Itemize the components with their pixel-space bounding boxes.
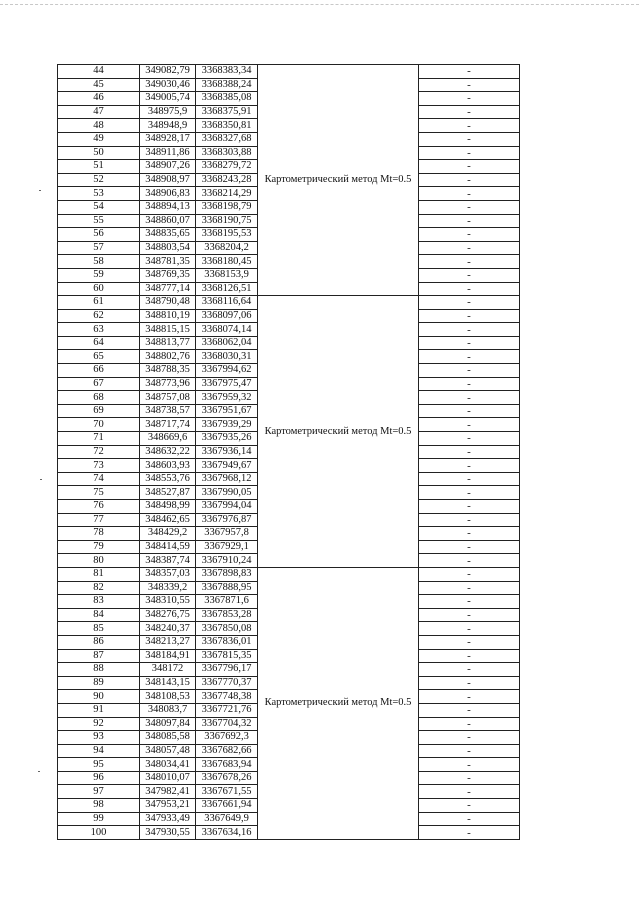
accuracy-cell: - xyxy=(419,554,520,568)
y-coordinate-cell: 3367678,26 xyxy=(196,771,258,785)
point-number-cell: 98 xyxy=(58,799,140,813)
y-coordinate-cell: 3368214,29 xyxy=(196,187,258,201)
x-coordinate-cell: 348773,96 xyxy=(140,377,196,391)
accuracy-cell: - xyxy=(419,173,520,187)
x-coordinate-cell: 348911,86 xyxy=(140,146,196,160)
accuracy-cell: - xyxy=(419,799,520,813)
y-coordinate-cell: 3367939,29 xyxy=(196,418,258,432)
point-number-cell: 79 xyxy=(58,540,140,554)
x-coordinate-cell: 348553,76 xyxy=(140,472,196,486)
y-coordinate-cell: 3368153,9 xyxy=(196,268,258,282)
x-coordinate-cell: 348240,37 xyxy=(140,622,196,636)
y-coordinate-cell: 3368198,79 xyxy=(196,200,258,214)
x-coordinate-cell: 348788,35 xyxy=(140,364,196,378)
accuracy-cell: - xyxy=(419,513,520,527)
accuracy-cell: - xyxy=(419,758,520,772)
x-coordinate-cell: 348085,58 xyxy=(140,731,196,745)
coordinates-table-body xyxy=(58,65,520,840)
y-coordinate-cell: 3367770,37 xyxy=(196,676,258,690)
point-number-cell: 74 xyxy=(58,472,140,486)
y-coordinate-cell: 3368388,24 xyxy=(196,78,258,92)
y-coordinate-cell: 3367935,26 xyxy=(196,432,258,446)
point-number-cell: 99 xyxy=(58,812,140,826)
point-number-cell: 69 xyxy=(58,404,140,418)
x-coordinate-cell: 348213,27 xyxy=(140,635,196,649)
point-number-cell: 75 xyxy=(58,486,140,500)
point-number-cell: 68 xyxy=(58,391,140,405)
y-coordinate-cell: 3367990,05 xyxy=(196,486,258,500)
point-number-cell: 91 xyxy=(58,703,140,717)
accuracy-cell: - xyxy=(419,364,520,378)
x-coordinate-cell: 348632,22 xyxy=(140,445,196,459)
y-coordinate-cell: 3367898,83 xyxy=(196,567,258,581)
y-coordinate-cell: 3368195,53 xyxy=(196,228,258,242)
accuracy-cell: - xyxy=(419,241,520,255)
x-coordinate-cell: 348527,87 xyxy=(140,486,196,500)
x-coordinate-cell: 348057,48 xyxy=(140,744,196,758)
accuracy-cell: - xyxy=(419,459,520,473)
y-coordinate-cell: 3368062,04 xyxy=(196,336,258,350)
x-coordinate-cell: 348815,15 xyxy=(140,323,196,337)
accuracy-cell: - xyxy=(419,146,520,160)
accuracy-cell: - xyxy=(419,826,520,840)
y-coordinate-cell: 3367850,08 xyxy=(196,622,258,636)
x-coordinate-cell: 348738,57 xyxy=(140,404,196,418)
accuracy-cell: - xyxy=(419,65,520,79)
point-number-cell: 58 xyxy=(58,255,140,269)
y-coordinate-cell: 3367704,32 xyxy=(196,717,258,731)
accuracy-cell: - xyxy=(419,595,520,609)
point-number-cell: 81 xyxy=(58,567,140,581)
x-coordinate-cell: 347982,41 xyxy=(140,785,196,799)
accuracy-cell: - xyxy=(419,744,520,758)
point-number-cell: 78 xyxy=(58,527,140,541)
x-coordinate-cell: 347930,55 xyxy=(140,826,196,840)
x-coordinate-cell: 348948,9 xyxy=(140,119,196,133)
x-coordinate-cell: 348781,35 xyxy=(140,255,196,269)
accuracy-cell: - xyxy=(419,255,520,269)
accuracy-cell: - xyxy=(419,418,520,432)
x-coordinate-cell: 348357,03 xyxy=(140,567,196,581)
point-number-cell: 82 xyxy=(58,581,140,595)
y-coordinate-cell: 3367634,16 xyxy=(196,826,258,840)
x-coordinate-cell: 348498,99 xyxy=(140,500,196,514)
point-number-cell: 64 xyxy=(58,336,140,350)
accuracy-cell: - xyxy=(419,132,520,146)
point-number-cell: 45 xyxy=(58,78,140,92)
accuracy-cell: - xyxy=(419,717,520,731)
y-coordinate-cell: 3368204,2 xyxy=(196,241,258,255)
table-row xyxy=(58,65,520,79)
scan-speck xyxy=(40,479,42,480)
y-coordinate-cell: 3367649,9 xyxy=(196,812,258,826)
x-coordinate-cell: 348757,08 xyxy=(140,391,196,405)
x-coordinate-cell: 348906,83 xyxy=(140,187,196,201)
point-number-cell: 93 xyxy=(58,731,140,745)
point-number-cell: 52 xyxy=(58,173,140,187)
point-number-cell: 67 xyxy=(58,377,140,391)
accuracy-cell: - xyxy=(419,187,520,201)
x-coordinate-cell: 348669,6 xyxy=(140,432,196,446)
y-coordinate-cell: 3367683,94 xyxy=(196,758,258,772)
x-coordinate-cell: 348894,13 xyxy=(140,200,196,214)
x-coordinate-cell: 348310,55 xyxy=(140,595,196,609)
accuracy-cell: - xyxy=(419,731,520,745)
y-coordinate-cell: 3368190,75 xyxy=(196,214,258,228)
method-cell: Картометрический метод Mt=0.5 xyxy=(258,567,419,839)
x-coordinate-cell: 348603,93 xyxy=(140,459,196,473)
accuracy-cell: - xyxy=(419,92,520,106)
y-coordinate-cell: 3367748,38 xyxy=(196,690,258,704)
y-coordinate-cell: 3367929,1 xyxy=(196,540,258,554)
x-coordinate-cell: 348172 xyxy=(140,663,196,677)
y-coordinate-cell: 3367910,24 xyxy=(196,554,258,568)
accuracy-cell: - xyxy=(419,160,520,174)
y-coordinate-cell: 3368030,31 xyxy=(196,350,258,364)
y-coordinate-cell: 3367661,94 xyxy=(196,799,258,813)
point-number-cell: 65 xyxy=(58,350,140,364)
x-coordinate-cell: 349030,46 xyxy=(140,78,196,92)
accuracy-cell: - xyxy=(419,540,520,554)
y-coordinate-cell: 3367968,12 xyxy=(196,472,258,486)
x-coordinate-cell: 348803,54 xyxy=(140,241,196,255)
y-coordinate-cell: 3367815,35 xyxy=(196,649,258,663)
point-number-cell: 87 xyxy=(58,649,140,663)
point-number-cell: 95 xyxy=(58,758,140,772)
accuracy-cell: - xyxy=(419,228,520,242)
accuracy-cell: - xyxy=(419,703,520,717)
x-coordinate-cell: 348143,15 xyxy=(140,676,196,690)
y-coordinate-cell: 3367959,32 xyxy=(196,391,258,405)
x-coordinate-cell: 348462,65 xyxy=(140,513,196,527)
point-number-cell: 57 xyxy=(58,241,140,255)
x-coordinate-cell: 347953,21 xyxy=(140,799,196,813)
accuracy-cell: - xyxy=(419,812,520,826)
y-coordinate-cell: 3367796,17 xyxy=(196,663,258,677)
accuracy-cell: - xyxy=(419,336,520,350)
y-coordinate-cell: 3367871,6 xyxy=(196,595,258,609)
x-coordinate-cell: 348907,26 xyxy=(140,160,196,174)
y-coordinate-cell: 3367975,47 xyxy=(196,377,258,391)
accuracy-cell: - xyxy=(419,445,520,459)
point-number-cell: 62 xyxy=(58,309,140,323)
y-coordinate-cell: 3367936,14 xyxy=(196,445,258,459)
y-coordinate-cell: 3367853,28 xyxy=(196,608,258,622)
y-coordinate-cell: 3368383,34 xyxy=(196,65,258,79)
y-coordinate-cell: 3368097,06 xyxy=(196,309,258,323)
accuracy-cell: - xyxy=(419,567,520,581)
accuracy-cell: - xyxy=(419,296,520,310)
scan-speck xyxy=(39,190,41,191)
x-coordinate-cell: 349082,79 xyxy=(140,65,196,79)
point-number-cell: 46 xyxy=(58,92,140,106)
point-number-cell: 44 xyxy=(58,65,140,79)
x-coordinate-cell: 348097,84 xyxy=(140,717,196,731)
x-coordinate-cell: 348387,74 xyxy=(140,554,196,568)
x-coordinate-cell: 348802,76 xyxy=(140,350,196,364)
point-number-cell: 88 xyxy=(58,663,140,677)
x-coordinate-cell: 347933,49 xyxy=(140,812,196,826)
point-number-cell: 85 xyxy=(58,622,140,636)
point-number-cell: 71 xyxy=(58,432,140,446)
y-coordinate-cell: 3367976,87 xyxy=(196,513,258,527)
point-number-cell: 60 xyxy=(58,282,140,296)
x-coordinate-cell: 348810,19 xyxy=(140,309,196,323)
y-coordinate-cell: 3368279,72 xyxy=(196,160,258,174)
point-number-cell: 92 xyxy=(58,717,140,731)
point-number-cell: 90 xyxy=(58,690,140,704)
point-number-cell: 49 xyxy=(58,132,140,146)
point-number-cell: 73 xyxy=(58,459,140,473)
y-coordinate-cell: 3367671,55 xyxy=(196,785,258,799)
point-number-cell: 70 xyxy=(58,418,140,432)
accuracy-cell: - xyxy=(419,282,520,296)
y-coordinate-cell: 3368243,28 xyxy=(196,173,258,187)
accuracy-cell: - xyxy=(419,323,520,337)
point-number-cell: 53 xyxy=(58,187,140,201)
accuracy-cell: - xyxy=(419,608,520,622)
x-coordinate-cell: 348769,35 xyxy=(140,268,196,282)
x-coordinate-cell: 348813,77 xyxy=(140,336,196,350)
x-coordinate-cell: 348184,91 xyxy=(140,649,196,663)
point-number-cell: 86 xyxy=(58,635,140,649)
accuracy-cell: - xyxy=(419,78,520,92)
accuracy-cell: - xyxy=(419,500,520,514)
point-number-cell: 89 xyxy=(58,676,140,690)
x-coordinate-cell: 348860,07 xyxy=(140,214,196,228)
point-number-cell: 48 xyxy=(58,119,140,133)
accuracy-cell: - xyxy=(419,785,520,799)
coordinates-table xyxy=(57,64,520,840)
accuracy-cell: - xyxy=(419,527,520,541)
x-coordinate-cell: 348108,53 xyxy=(140,690,196,704)
point-number-cell: 83 xyxy=(58,595,140,609)
accuracy-cell: - xyxy=(419,377,520,391)
point-number-cell: 59 xyxy=(58,268,140,282)
y-coordinate-cell: 3367951,67 xyxy=(196,404,258,418)
x-coordinate-cell: 348790,48 xyxy=(140,296,196,310)
x-coordinate-cell: 348717,74 xyxy=(140,418,196,432)
point-number-cell: 50 xyxy=(58,146,140,160)
x-coordinate-cell: 348975,9 xyxy=(140,105,196,119)
accuracy-cell: - xyxy=(419,432,520,446)
point-number-cell: 94 xyxy=(58,744,140,758)
accuracy-cell: - xyxy=(419,309,520,323)
accuracy-cell: - xyxy=(419,622,520,636)
point-number-cell: 84 xyxy=(58,608,140,622)
y-coordinate-cell: 3368126,51 xyxy=(196,282,258,296)
point-number-cell: 61 xyxy=(58,296,140,310)
point-number-cell: 100 xyxy=(58,826,140,840)
y-coordinate-cell: 3368350,81 xyxy=(196,119,258,133)
point-number-cell: 80 xyxy=(58,554,140,568)
point-number-cell: 56 xyxy=(58,228,140,242)
accuracy-cell: - xyxy=(419,105,520,119)
accuracy-cell: - xyxy=(419,635,520,649)
y-coordinate-cell: 3367682,66 xyxy=(196,744,258,758)
accuracy-cell: - xyxy=(419,676,520,690)
method-cell: Картометрический метод Mt=0.5 xyxy=(258,65,419,296)
accuracy-cell: - xyxy=(419,581,520,595)
x-coordinate-cell: 348010,07 xyxy=(140,771,196,785)
x-coordinate-cell: 348276,75 xyxy=(140,608,196,622)
table-row xyxy=(58,296,520,310)
accuracy-cell: - xyxy=(419,486,520,500)
x-coordinate-cell: 349005,74 xyxy=(140,92,196,106)
point-number-cell: 55 xyxy=(58,214,140,228)
point-number-cell: 97 xyxy=(58,785,140,799)
accuracy-cell: - xyxy=(419,200,520,214)
point-number-cell: 63 xyxy=(58,323,140,337)
accuracy-cell: - xyxy=(419,690,520,704)
x-coordinate-cell: 348414,59 xyxy=(140,540,196,554)
y-coordinate-cell: 3368385,08 xyxy=(196,92,258,106)
x-coordinate-cell: 348835,65 xyxy=(140,228,196,242)
y-coordinate-cell: 3367949,67 xyxy=(196,459,258,473)
x-coordinate-cell: 348777,14 xyxy=(140,282,196,296)
y-coordinate-cell: 3367994,04 xyxy=(196,500,258,514)
y-coordinate-cell: 3367836,01 xyxy=(196,635,258,649)
point-number-cell: 54 xyxy=(58,200,140,214)
accuracy-cell: - xyxy=(419,268,520,282)
x-coordinate-cell: 348928,17 xyxy=(140,132,196,146)
point-number-cell: 72 xyxy=(58,445,140,459)
accuracy-cell: - xyxy=(419,663,520,677)
scan-speck xyxy=(38,771,40,772)
table-row xyxy=(58,567,520,581)
point-number-cell: 66 xyxy=(58,364,140,378)
point-number-cell: 47 xyxy=(58,105,140,119)
y-coordinate-cell: 3367692,3 xyxy=(196,731,258,745)
x-coordinate-cell: 348083,7 xyxy=(140,703,196,717)
page-top-edge xyxy=(0,4,639,5)
x-coordinate-cell: 348908,97 xyxy=(140,173,196,187)
point-number-cell: 76 xyxy=(58,500,140,514)
y-coordinate-cell: 3368375,91 xyxy=(196,105,258,119)
accuracy-cell: - xyxy=(419,119,520,133)
y-coordinate-cell: 3368303,88 xyxy=(196,146,258,160)
y-coordinate-cell: 3368116,64 xyxy=(196,296,258,310)
accuracy-cell: - xyxy=(419,649,520,663)
x-coordinate-cell: 348339,2 xyxy=(140,581,196,595)
point-number-cell: 96 xyxy=(58,771,140,785)
y-coordinate-cell: 3368180,45 xyxy=(196,255,258,269)
x-coordinate-cell: 348429,2 xyxy=(140,527,196,541)
y-coordinate-cell: 3368074,14 xyxy=(196,323,258,337)
accuracy-cell: - xyxy=(419,771,520,785)
y-coordinate-cell: 3367957,8 xyxy=(196,527,258,541)
x-coordinate-cell: 348034,41 xyxy=(140,758,196,772)
y-coordinate-cell: 3367994,62 xyxy=(196,364,258,378)
accuracy-cell: - xyxy=(419,350,520,364)
accuracy-cell: - xyxy=(419,391,520,405)
y-coordinate-cell: 3368327,68 xyxy=(196,132,258,146)
point-number-cell: 77 xyxy=(58,513,140,527)
accuracy-cell: - xyxy=(419,214,520,228)
method-cell: Картометрический метод Mt=0.5 xyxy=(258,296,419,568)
accuracy-cell: - xyxy=(419,472,520,486)
y-coordinate-cell: 3367721,76 xyxy=(196,703,258,717)
y-coordinate-cell: 3367888,95 xyxy=(196,581,258,595)
accuracy-cell: - xyxy=(419,404,520,418)
point-number-cell: 51 xyxy=(58,160,140,174)
